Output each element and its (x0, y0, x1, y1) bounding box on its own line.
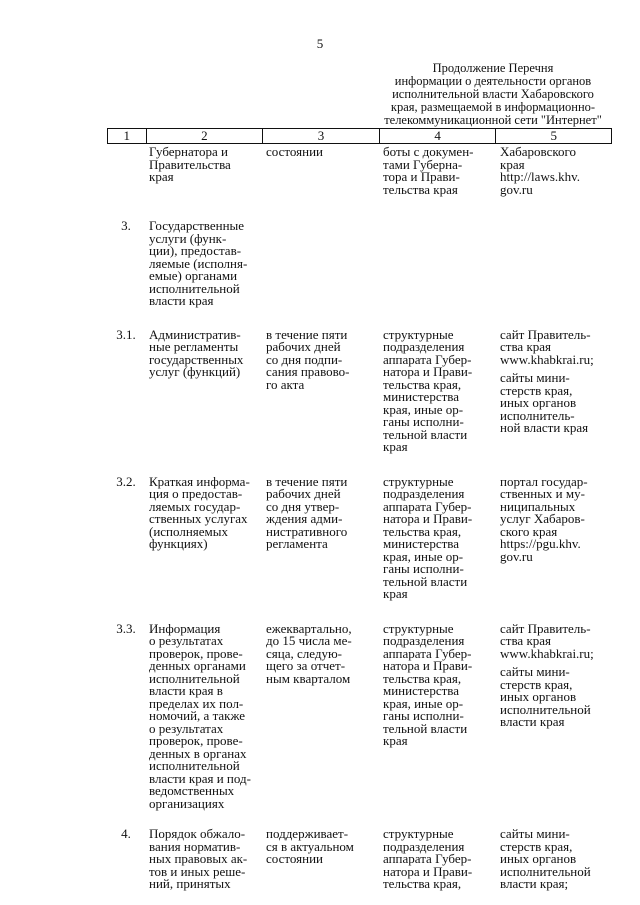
cell-deadline: ежеквартально, до 15 числа ме- сяца, следую- щего за отчет- ным кварталом (266, 620, 352, 686)
table-header (107, 128, 612, 144)
row-number: 4. (121, 826, 131, 841)
table-row (107, 146, 612, 196)
cell-responsible: структурные подразделения аппарата Губер- натора и Прави- тельства края, министерства края, иные ор- ганы исполни- тельной власти края (383, 326, 473, 454)
cell-info-type: Государственные услуги (функ- ции), предостав- ляемые (исполня- емые) органами исполнительной власти края (149, 218, 248, 308)
header-col-2: 2 (146, 129, 263, 144)
header-col-1: 1 (108, 129, 147, 144)
header-col-5: 5 (496, 129, 612, 144)
row-number: 3.2. (116, 473, 136, 489)
row-number (107, 146, 145, 196)
cell-location: портал государ- ственных и му- ниципальных услуг Хабаров- ского края https://pgu.khv. gov.ru (500, 473, 588, 564)
cell-deadline: в течение пяти рабочих дней со дня подпи- сания правово- го акта (266, 326, 350, 392)
cell-location-extra: сайты мини- стерств края, иных органов исполнительной власти края (500, 664, 591, 729)
cell-info-type: Губернатора и Правительства края (149, 144, 231, 184)
header-col-4: 4 (379, 129, 496, 144)
cell-deadline: в течение пяти рабочих дней со дня утвер- ждения адми- нистративного регламента (266, 473, 348, 551)
table-row (107, 828, 612, 891)
table-row (107, 623, 612, 811)
cell-info-type: Информация о результатах проверок, прове- денных органами исполнительной власти края в пределах их пол- номочий, а также о результатах проверок, прове- денных в органах исполнительной власти края и под- ведомственных организациях (149, 620, 251, 811)
cell-location: сайты мини- стерств края, иных органов исполнительной власти края; (500, 826, 591, 891)
row-number: 3. (121, 218, 131, 233)
table-row (107, 220, 612, 308)
table-row (107, 329, 612, 454)
cell-deadline (262, 220, 379, 308)
cell-info-type: Административ- ные регламенты государственных услуг (функций) (149, 326, 244, 379)
cell-deadline: состоянии (266, 144, 323, 159)
row-number: 3.1. (116, 326, 136, 342)
cell-responsible (379, 220, 496, 308)
cell-responsible: структурные подразделения аппарата Губер- натора и Прави- тельства края, министерства края, иные ор- ганы исполни- тельной власти края (383, 620, 473, 748)
cell-location-extra: сайты мини- стерств края, иных органов исполнитель- ной власти края (500, 370, 589, 435)
header-col-3: 3 (263, 129, 380, 144)
cell-info-type: Краткая информа- ция о предостав- ляемых государ- ственных услугах (исполняемых функциях) (149, 473, 250, 551)
cell-location: сайт Правитель- ства края www.khabkrai.ru; (500, 620, 594, 661)
cell-responsible: структурные подразделения аппарата Губер- натора и Прави- тельства края, министерства края, иные ор- ганы исполни- тельной власти края (383, 473, 473, 601)
cell-location (496, 220, 612, 308)
page-number: 5 (316, 36, 324, 51)
cell-location: Хабаровского края http://laws.khv. gov.ru (500, 144, 581, 197)
document-table (107, 146, 612, 891)
cell-info-type: Порядок обжало- вания норматив- ных правовых ак- тов и иных реше- ний, принятых (149, 826, 248, 891)
table-row (107, 476, 612, 601)
cell-responsible: структурные подразделения аппарата Губер- натора и Прави- тельства края, (383, 826, 473, 891)
row-number: 3.3. (116, 620, 136, 636)
continuation-caption: Продолжение Перечня информации о деятельности органов исполнительной власти Хабаровского края, размещаемой в информационно- телекоммуникационной сети "Интернет" (384, 61, 602, 127)
cell-responsible: боты с докумен- тами Губерна- тора и Прави- тельства края (383, 144, 474, 197)
cell-location: сайт Правитель- ства края www.khabkrai.ru; (500, 326, 594, 367)
cell-deadline: поддерживает- ся в актуальном состоянии (266, 826, 354, 866)
